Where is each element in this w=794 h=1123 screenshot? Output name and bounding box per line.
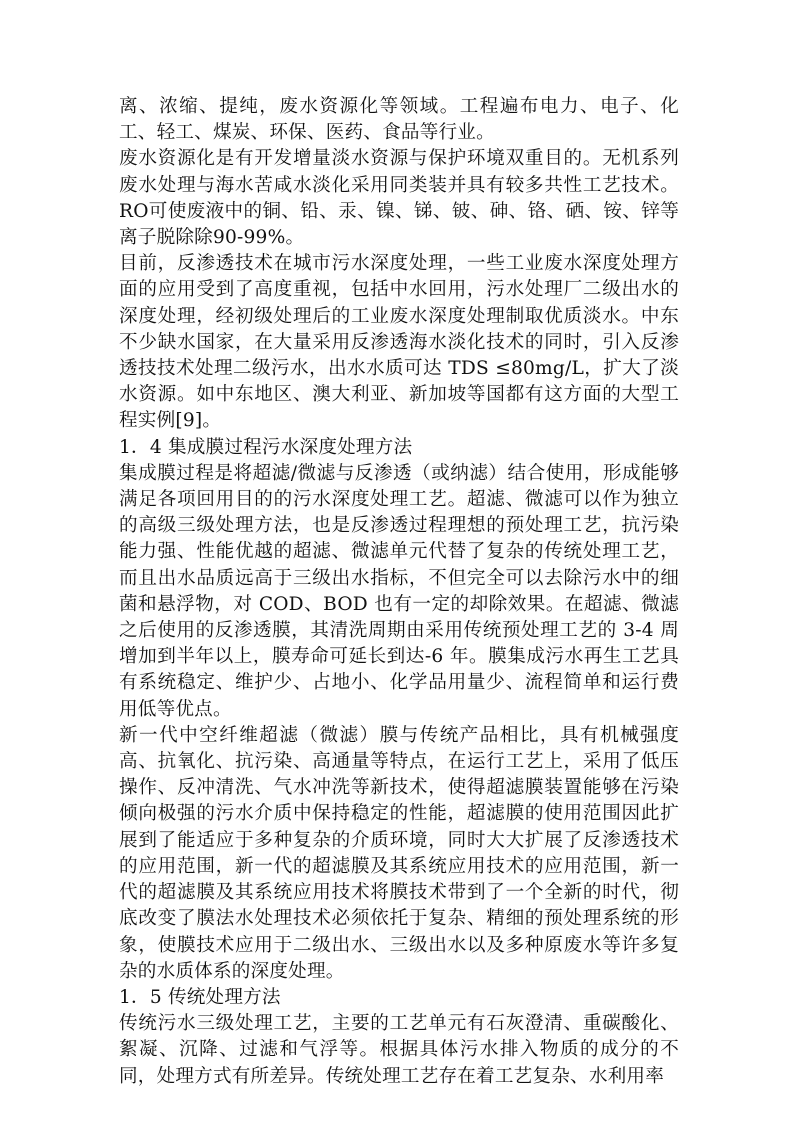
paragraph-hollow-fiber-ultrafiltration: 新一代中空纤维超滤（微滤）膜与传统产品相比，具有机械强度高、抗氧化、抗污染、高通量等特点，在运行工艺上，采用了低压操作、反冲清洗、气水冲洗等新技术，使得超滤膜装置能够在污染倾向极强的污水介质中保持稳定的性能，超滤膜的使用范围因此扩展到了能适应于多种复杂的介质环境，同时大大扩展了反渗透技术的应用范围，新一代的超滤膜及其系统应用技术的应用范围，新一代的超滤膜及其系统应用技术将膜技术带到了一个全新的时代，彻底改变了膜法水处理技术必须依托于复杂、精细的预处理系统的形象，使膜技术应用于二级出水、三级出水以及多种原废水等许多复杂的水质体系的深度处理。 bbox=[119, 724, 679, 982]
paragraph-traditional-treatment: 传统污水三级处理工艺，主要的工艺单元有石灰澄清、重碳酸化、絮凝、沉降、过滤和气浮等。根据具体污水排入物质的成分的不同，处理方式有所差异。传统处理工艺存在着工艺复杂、水利用率 bbox=[119, 1013, 679, 1087]
section-heading-1-4: 1．4 集成膜过程污水深度处理方法 bbox=[119, 436, 413, 458]
section-heading-1-5: 1．5 传统处理方法 bbox=[119, 986, 281, 1008]
paragraph-wastewater-resource: 废水资源化是有开发增量淡水资源与保护环境双重目的。无机系列废水处理与海水苦咸水淡化采用同类装并具有较多共性工艺技术。RO可使废液中的铜、铅、汞、镍、锑、铍、砷、铬、硒、铵、锌等离子脱除除90-99%。 bbox=[119, 148, 679, 249]
paragraph-industries: 离、浓缩、提纯，废水资源化等领域。工程遍布电力、电子、化工、轻工、煤炭、环保、医药、食品等行业。 bbox=[119, 96, 679, 144]
document-page bbox=[119, 94, 679, 1090]
paragraph-integrated-membrane: 集成膜过程是将超滤/微滤与反渗透（或纳滤）结合使用，形成能够满足各项回用目的的污水深度处理工艺。超滤、微滤可以作为独立的高级三级处理方法，也是反渗透过程理想的预处理工艺，抗污染能力强、性能优越的超滤、微滤单元代替了复杂的传统处理工艺，而且出水品质远高于三级出水指标，不但完全可以去除污水中的细菌和悬浮物，对 COD、BOD 也有一定的却除效果。在超滤、微滤之后使用的反渗透膜，其清洗周期由采用传统预处理工艺的 3-4 周增加到半年以上，膜寿命可延长到达-6 年。膜集成污水再生工艺具有系统稳定、维护少、占地小、化学品用量少、流程简单和运行费用低等优点。 bbox=[119, 462, 679, 720]
paragraph-reverse-osmosis-application: 目前，反渗透技术在城市污水深度处理，一些工业废水深度处理方面的应用受到了高度重视，包括中水回用，污水处理厂二级出水的深度处理，经初级处理后的工业废水深度处理制取优质淡水。中东不少缺水国家，在大量采用反渗透海水淡化技术的同时，引入反渗透技技术处理二级污水，出水水质可达 TDS ≤80mg/L，扩大了淡水资源。如中东地区、澳大利亚、新加坡等国都有这方面的大型工程实例[9]。 bbox=[119, 253, 679, 432]
